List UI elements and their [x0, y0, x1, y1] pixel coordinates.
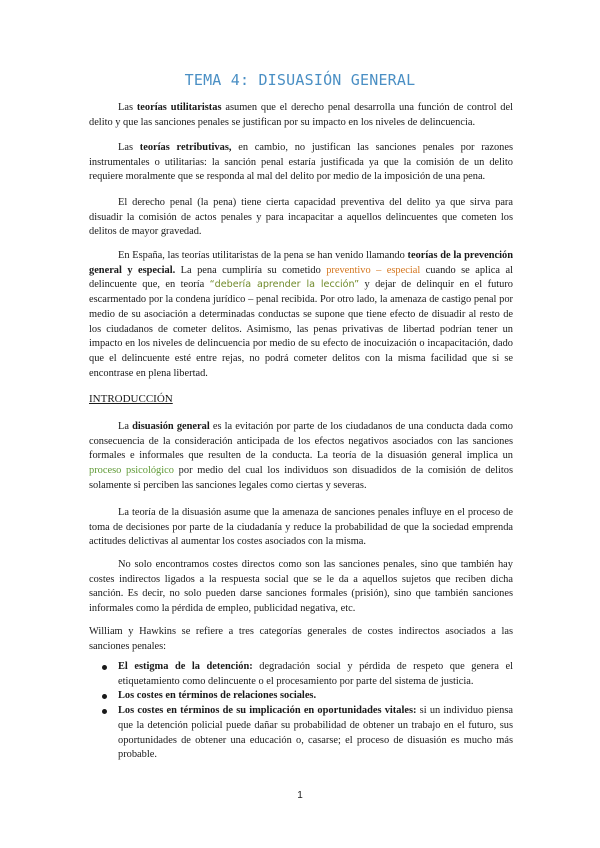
paragraph-williams-hawkins	[89, 625, 513, 654]
bold-term: Los costes en términos de relaciones sociales.	[118, 690, 317, 702]
text: y dejar de delinquir en el futuro escarmentado por la condena jurídico – penal recibida. Por otro lado, la amenaza de castigo penal por medio de su asociación a determinadas conductas se supone que tiene efecto de disuadir al resto de los ciudadanos de cometer delitos. Asimismo, las penas privativas de libertad podrían tener un impacto en los niveles de delincuencia por medio de su efecto de inocuización o incapacitación, dado que el delincuente esté entre rejas, no podrá cometer delitos con la misma facilidad que si se encontrase en plena libertad.	[89, 279, 514, 379]
bold-term: Los costes en términos de su implicación en oportunidades vitales:	[118, 705, 417, 717]
highlight-orange: preventivo – especial	[326, 264, 421, 276]
text: En España, las teorías utilitaristas de la pena se han venido llamando	[118, 250, 408, 261]
highlight-green: proceso psicológico	[89, 465, 174, 477]
bold-term: teorías utilitaristas	[136, 102, 222, 113]
text: por medio del cual los individuos son disuadidos de la comisión de delitos solamente si perciben las sanciones legales como ciertas y severas.	[89, 465, 513, 491]
text: asumen que el derecho penal desarrolla una función de control del delito y que las sanciones penales se justifican por su impacto en los niveles de delincuencia.	[89, 102, 513, 128]
text: Las	[118, 142, 140, 153]
list-item	[89, 704, 513, 763]
bold-term: teorías retributivas,	[139, 142, 232, 153]
text: El derecho penal (la pena) tiene cierta capacidad preventiva del delito ya que sirva para disuadir la comisión de actos penales y para incapacitar a aquellos delincuentes que cometen los delitos de mayor gravedad.	[89, 197, 513, 238]
bullet-icon	[102, 709, 107, 714]
paragraph-utilitarian	[89, 101, 513, 130]
text: es la evitación por parte de los ciudadanos de una conducta dada como consecuencia de la consideración anticipada de los efectos negativos asociados con las sanciones formales e informales que resulten de la conducta. La teoría de la disuasión general implica un	[89, 421, 514, 462]
text: degradación social y pérdida de respeto que genera el etiquetamiento como delincuente o el procesamiento por parte del sistema de justicia.	[118, 661, 513, 687]
text: La teoría de la disuasión asume que la amenaza de sanciones penales influye en el proceso de toma de decisiones por parte de la ciudadanía y reduce la probabilidad de que la sociedad emprenda actitudes delictivas al aumentar los costes asociados con la misma.	[89, 507, 513, 548]
text: William y Hawkins se refiere a tres categorías generales de costes indirectos asociados a las sanciones penales:	[89, 626, 513, 652]
text: No solo encontramos costes directos como son las sanciones penales, sino que también hay costes indirectos ligados a la respuesta social que se le da a aquellos sujetos que reciben dicha sanción. Es decir, no solo pueden darse sanciones formales (prisión), sino que también sanciones informales como la pérdida de empleo, publicidad negativa, etc.	[89, 559, 513, 615]
paragraph-general-deterrence	[89, 420, 513, 494]
paragraph-indirect-costs	[89, 558, 513, 617]
page-title: TEMA 4: DISUASIÓN GENERAL	[184, 71, 416, 89]
bold-term: El estigma de la detención:	[118, 661, 253, 672]
bullet-icon	[102, 694, 107, 699]
text: si un individuo piensa que la detención policial puede dañar su probabilidad de obtener un trabajo en el futuro, sus oportunidades de obtener una educación o, casarse; el proceso de disuasión es mucho más probable.	[118, 705, 514, 761]
list-item	[89, 689, 513, 704]
paragraph-retributive	[89, 141, 513, 185]
bold-term: teorías de la prevención general y especial.	[89, 250, 513, 276]
section-heading-introduccion: INTRODUCCIÓN	[89, 393, 173, 405]
text: cuando se aplica al delincuente que, en teoría	[89, 264, 513, 291]
paragraph-prevention	[89, 249, 513, 381]
highlight-quote: “debería aprender la lección”	[209, 279, 360, 291]
bullet-icon	[102, 665, 107, 670]
text: en cambio, no justifican las sanciones penales por razones instrumentales o utilitarias: la sanción penal estaría justificada ya que la comisión de un delito requiere moralmente que se responda al mal del delito por medio de la imposición de una pena.	[89, 142, 513, 183]
list-item	[89, 660, 513, 689]
bold-term: disuasión general	[132, 421, 210, 432]
cost-categories-list	[89, 660, 513, 763]
text: La	[118, 421, 133, 432]
paragraph-penal-law	[89, 196, 513, 240]
text: La pena cumpliría su cometido	[175, 264, 327, 276]
page-number: 1	[297, 790, 303, 801]
text: Las	[118, 102, 137, 113]
paragraph-deterrence-theory	[89, 506, 513, 550]
